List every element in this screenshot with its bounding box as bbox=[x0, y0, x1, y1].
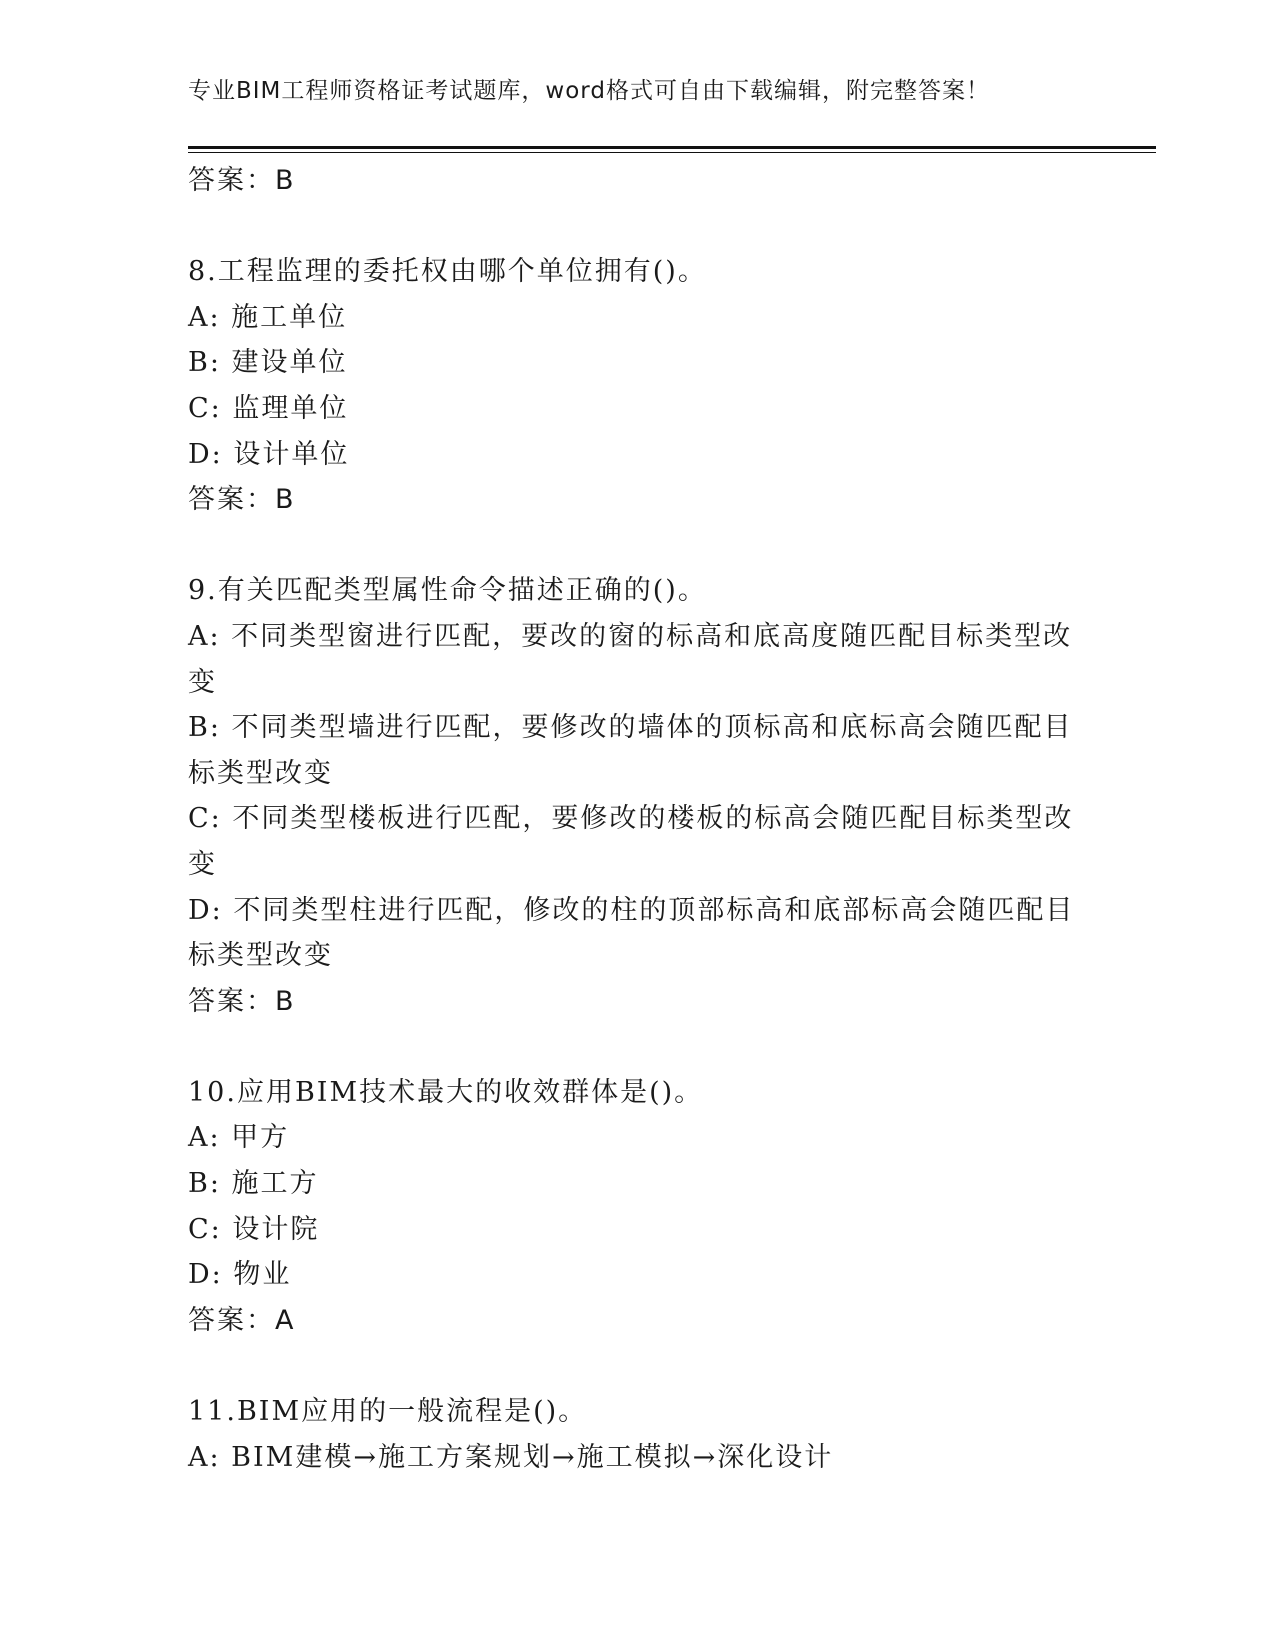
page-header: 专业BIM工程师资格证考试题库，word格式可自由下载编辑，附完整答案！ bbox=[188, 78, 990, 104]
question-stem: 9.有关匹配类型属性命令描述正确的()。 bbox=[188, 575, 707, 607]
question-stem: 11.BIM应用的一般流程是()。 bbox=[188, 1396, 588, 1428]
option-b: B: 施工方 bbox=[188, 1168, 319, 1200]
question-block bbox=[188, 249, 1088, 523]
question-block bbox=[188, 1070, 1088, 1344]
option-a: A: 施工单位 bbox=[188, 301, 348, 333]
option-d: D: 物业 bbox=[188, 1259, 292, 1291]
option-b: B: 建设单位 bbox=[188, 347, 348, 379]
answer-line: 答案：B bbox=[188, 484, 296, 516]
question-stem: 10.应用BIM技术最大的收效群体是()。 bbox=[188, 1076, 704, 1108]
answer-line: 答案：B bbox=[188, 165, 296, 196]
header-rule-thick bbox=[188, 146, 1156, 149]
spacer bbox=[188, 1024, 1088, 1070]
option-a: A: 不同类型窗进行匹配，要改的窗的标高和底高度随匹配目标类型改变 bbox=[188, 620, 1073, 698]
option-a: A: 甲方 bbox=[188, 1122, 290, 1154]
spacer bbox=[188, 204, 1088, 250]
option-a: A: BIM建模→施工方案规划→施工模拟→深化设计 bbox=[188, 1441, 834, 1473]
spacer bbox=[188, 523, 1088, 569]
answer-line: 答案：B bbox=[188, 985, 296, 1017]
option-c: C: 监理单位 bbox=[188, 392, 349, 424]
question-list bbox=[188, 158, 1088, 1480]
option-b: B: 不同类型墙进行匹配，要修改的墙体的顶标高和底标高会随匹配目标类型改变 bbox=[188, 712, 1073, 789]
question-block bbox=[188, 568, 1088, 1024]
header-rule-thin bbox=[188, 152, 1156, 153]
answer-line: 答案：A bbox=[188, 1304, 296, 1336]
option-d: D: 不同类型柱进行匹配，修改的柱的顶部标高和底部标高会随匹配目标类型改变 bbox=[188, 894, 1075, 972]
option-c: C: 设计院 bbox=[188, 1213, 320, 1245]
option-c: C: 不同类型楼板进行匹配，要修改的楼板的标高会随匹配目标类型改变 bbox=[188, 803, 1074, 880]
option-d: D: 设计单位 bbox=[188, 438, 350, 470]
question-stem: 8.工程监理的委托权由哪个单位拥有()。 bbox=[188, 256, 707, 288]
question-block bbox=[188, 1389, 1088, 1480]
spacer bbox=[188, 1343, 1088, 1389]
